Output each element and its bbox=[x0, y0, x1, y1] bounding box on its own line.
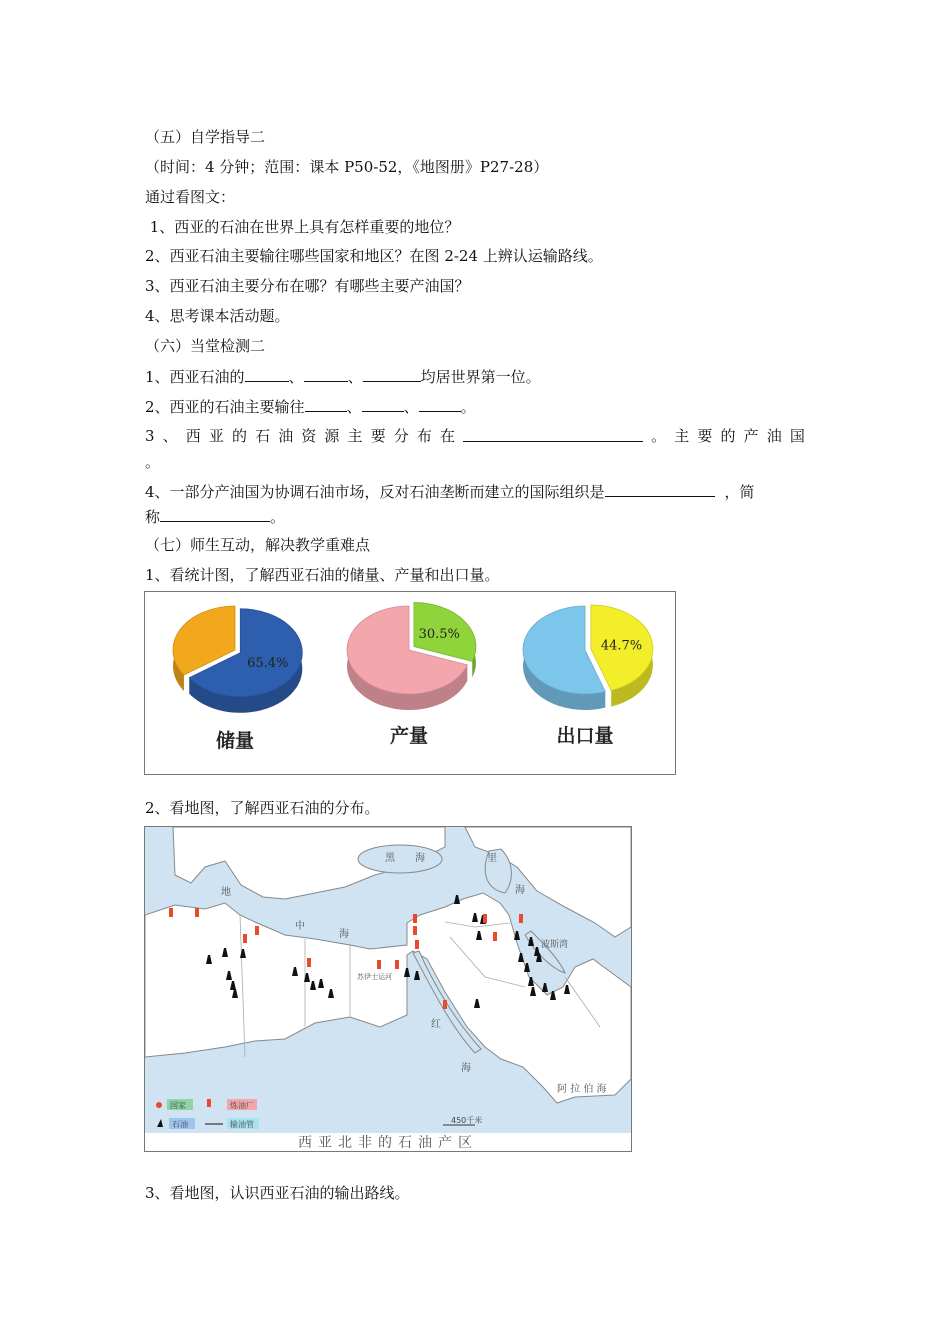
pie-data-label: 30.5% bbox=[418, 626, 460, 642]
blank-field[interactable] bbox=[605, 481, 715, 497]
separator: 、 bbox=[403, 398, 419, 416]
q3-char: 要 bbox=[697, 427, 713, 445]
q3-char: 3 bbox=[145, 427, 155, 445]
map-label: 地 bbox=[221, 887, 231, 898]
pie-chart-0 bbox=[173, 606, 302, 752]
oil-map-figure bbox=[144, 826, 632, 1152]
refinery-icon bbox=[243, 934, 247, 943]
test-q1-prefix: 1、西亚石油的 bbox=[145, 368, 245, 386]
refinery-icon bbox=[519, 914, 523, 923]
map-label: 海 bbox=[339, 929, 349, 940]
map-label: 海 bbox=[461, 1063, 471, 1074]
q3-char: 要 bbox=[370, 427, 386, 445]
interaction-item-1: 1、看统计图，了解西亚石油的储量、产量和出口量。 bbox=[145, 566, 500, 584]
pie-data-label: 65.4% bbox=[247, 656, 289, 672]
intro-text: 通过看图文： bbox=[145, 188, 236, 206]
blank-field[interactable] bbox=[419, 396, 461, 412]
q3-char: 西 bbox=[185, 427, 201, 445]
refinery-icon bbox=[195, 908, 199, 917]
map-label: 里 bbox=[487, 853, 497, 864]
q3-char: 油 bbox=[766, 427, 782, 445]
test-q1-suffix: 均居世界第一位。 bbox=[420, 368, 541, 386]
refinery-legend-icon bbox=[207, 1099, 211, 1107]
q3-char: 的 bbox=[231, 427, 247, 445]
test-q3-end: 。 bbox=[145, 453, 161, 471]
q3-char: 分 bbox=[393, 427, 409, 445]
pie-data-label: 44.7% bbox=[600, 638, 643, 654]
q3-char: 石 bbox=[255, 427, 271, 445]
map-title: 西亚北非的石油产区 bbox=[298, 1135, 478, 1151]
test-q3 bbox=[145, 426, 805, 446]
map-label: 波斯湾 bbox=[541, 940, 569, 950]
q3-char: 源 bbox=[324, 427, 340, 445]
blank-field[interactable] bbox=[304, 366, 348, 382]
question-3: 3、西亚石油主要分布在哪？有哪些主要产油国？ bbox=[145, 277, 470, 295]
test-q2-prefix: 2、西亚的石油主要输往 bbox=[145, 398, 305, 416]
refinery-icon bbox=[395, 960, 399, 969]
test-q4-line2 bbox=[145, 506, 285, 527]
interaction-item-3: 3、看地图，认识西亚石油的输出路线。 bbox=[145, 1184, 410, 1202]
test-q4-suffix: ，简 bbox=[724, 483, 755, 501]
q3-char: 、 bbox=[162, 427, 178, 445]
test-q4-line1 bbox=[145, 481, 755, 502]
q3-char: 在 bbox=[439, 427, 455, 445]
map-label: 红 bbox=[431, 1019, 441, 1030]
legend-label: 输油管 bbox=[230, 1120, 254, 1129]
legend-label: 国家 bbox=[170, 1101, 186, 1110]
pie-title: 出口量 bbox=[556, 725, 614, 747]
q3-char: 主 bbox=[347, 427, 363, 445]
blank-field[interactable] bbox=[463, 426, 643, 442]
section5-heading: （五）自学指导二 bbox=[145, 128, 266, 146]
q3-char: 国 bbox=[789, 427, 805, 445]
refinery-icon bbox=[413, 926, 417, 935]
map-label: 阿 拉 伯 海 bbox=[557, 1084, 607, 1095]
pie-title: 产量 bbox=[389, 725, 429, 747]
blank-field[interactable] bbox=[245, 366, 289, 382]
pie-chart-2 bbox=[523, 605, 653, 747]
test-q4-suffix2: 。 bbox=[270, 508, 286, 526]
question-1: 1、西亚的石油在世界上具有怎样重要的地位？ bbox=[145, 218, 460, 236]
q3-char: 产 bbox=[743, 427, 759, 445]
question-2: 2、西亚石油主要输往哪些国家和地区？在图 2-24 上辨认运输路线。 bbox=[145, 247, 603, 265]
blank-field[interactable] bbox=[363, 366, 421, 382]
refinery-icon bbox=[377, 960, 381, 969]
q3-char: 主 bbox=[674, 427, 690, 445]
refinery-icon bbox=[169, 908, 173, 917]
map-label: 中 bbox=[295, 921, 305, 932]
pie-charts-svg bbox=[145, 592, 675, 774]
refinery-icon bbox=[413, 914, 417, 923]
interaction-item-2: 2、看地图，了解西亚石油的分布。 bbox=[145, 799, 380, 817]
oil-map-svg bbox=[145, 827, 631, 1151]
map-label: 黑 bbox=[385, 853, 395, 864]
q3-char: 油 bbox=[278, 427, 294, 445]
q3-char: 。 bbox=[651, 427, 667, 445]
test-q4-prefix2: 称 bbox=[145, 508, 161, 526]
separator: 、 bbox=[346, 398, 362, 416]
map-label: 苏伊士运河 bbox=[357, 973, 392, 981]
blank-field[interactable] bbox=[362, 396, 404, 412]
scale-label: 450千米 bbox=[451, 1116, 483, 1125]
test-q2 bbox=[145, 396, 476, 417]
separator: 、 bbox=[288, 368, 304, 386]
refinery-icon bbox=[493, 932, 497, 941]
q3-char: 资 bbox=[301, 427, 317, 445]
time-note: （时间：4 分钟；范围：课本 P50-52，《地图册》P27-28） bbox=[145, 158, 549, 176]
test-q1 bbox=[145, 366, 541, 387]
map-label: 海 bbox=[415, 853, 425, 864]
legend-label: 炼油厂 bbox=[230, 1101, 254, 1110]
black-sea bbox=[358, 845, 442, 873]
question-4: 4、思考课本活动题。 bbox=[145, 307, 290, 325]
country-legend-icon bbox=[156, 1102, 162, 1108]
separator: 、 bbox=[347, 368, 363, 386]
pie-chart-1 bbox=[347, 603, 476, 747]
pie-title: 储量 bbox=[215, 730, 255, 752]
refinery-icon bbox=[483, 914, 487, 923]
map-label: 海 bbox=[515, 885, 525, 896]
blank-field[interactable] bbox=[160, 506, 270, 522]
section6-heading: （六）当堂检测二 bbox=[145, 337, 266, 355]
q3-char: 的 bbox=[720, 427, 736, 445]
test-q4-prefix: 4、一部分产油国为协调石油市场，反对石油垄断而建立的国际组织是 bbox=[145, 483, 605, 501]
q3-char: 亚 bbox=[208, 427, 224, 445]
blank-field[interactable] bbox=[305, 396, 347, 412]
refinery-icon bbox=[415, 940, 419, 949]
refinery-icon bbox=[307, 958, 311, 967]
q3-char: 布 bbox=[416, 427, 432, 445]
test-q2-suffix: 。 bbox=[460, 398, 476, 416]
refinery-icon bbox=[255, 926, 259, 935]
section7-heading: （七）师生互动，解决教学重难点 bbox=[145, 536, 371, 554]
legend-label: 石油 bbox=[172, 1120, 188, 1129]
refinery-icon bbox=[443, 1000, 447, 1009]
pie-charts-figure bbox=[144, 591, 676, 775]
